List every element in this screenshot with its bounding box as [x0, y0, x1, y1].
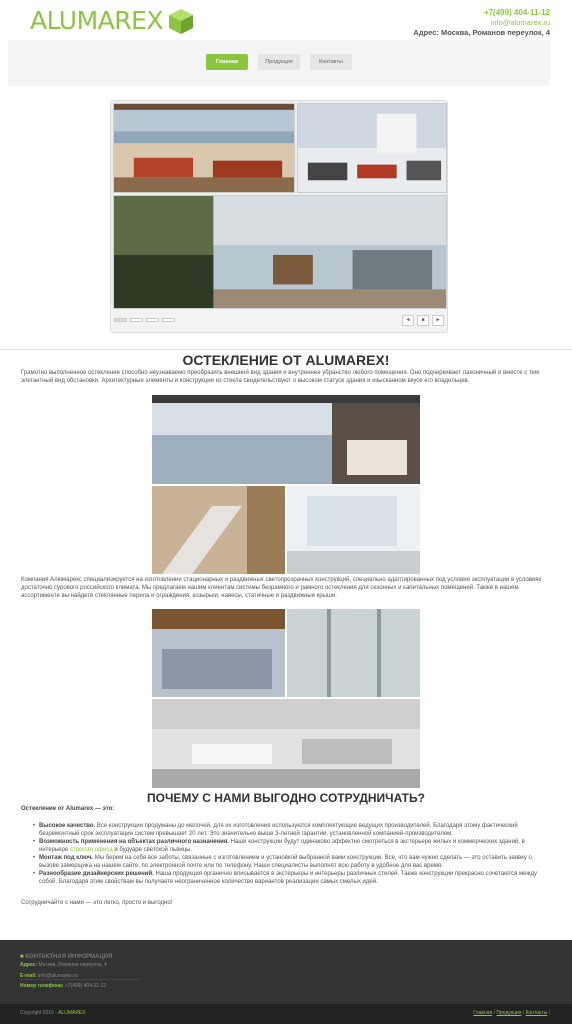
- footer-links: Главная / Продукция / Контакты /: [473, 1010, 550, 1016]
- footer-phone: Номер телефона: +7(499) 404-11-12: [20, 983, 107, 989]
- pager-dot[interactable]: [114, 318, 127, 322]
- pager-dot[interactable]: [162, 318, 175, 322]
- header-email[interactable]: info@alumarex.ru: [490, 18, 550, 27]
- footer-divider: [20, 979, 140, 980]
- header-contacts: [413, 8, 550, 38]
- logo-cube-icon: [167, 7, 195, 35]
- navbar: [8, 40, 550, 86]
- page-title: ОСТЕКЛЕНИЕ ОТ ALUMAREX!: [182, 352, 390, 368]
- footer: [0, 940, 572, 1004]
- footer-heading: ■ КОНТАКТНАЯ ИНФОРМАЦИЯ: [20, 954, 113, 960]
- header-phone[interactable]: +7(499) 404-11-12: [483, 8, 550, 17]
- slider-photo-winter-garden: [113, 195, 447, 309]
- pause-icon[interactable]: ■: [417, 315, 429, 326]
- advantages-list: [33, 823, 551, 887]
- slider-controls: [111, 310, 447, 332]
- main-nav: [8, 54, 550, 70]
- photo-white-office: [287, 486, 420, 574]
- company-text: Компания Алюмарекс специализируется на изготовлении стационарных и раздвижных светопрозрачных конструкций, специально адаптированных под условия эксплуатации в условиях достаточно сурового российского климата. Мы предлагаем нашим клиентам системы безрамного и рамного остекления для сезонных и капитальных помещений. Также в нашем ассортименте вы найдете стеклянные перила и ограждения, козырьки, навесы, статичные и раздвижные крыши.: [21, 577, 542, 599]
- list-item: • Разнообразие дизайнерских решений. Наша продукция органично вписывается в экстерьеры и интерьеры различных стилей. Также конструкции прекрасно сочетаются между собой. Благодаря этим свойствам вы получаете неограниченное количество вариантов реализации самых смелых идей.: [33, 871, 551, 886]
- copyright: Copyright 2015 - ALUMAREX: [20, 1010, 86, 1016]
- footer-link-home[interactable]: Главная: [473, 1010, 493, 1016]
- intro-text: Грамотно выполненное остекление способно неузнаваемо преобразить внешний вид здания и внутреннее убранство любого помещения. Оно подчеркивает лаконичный и вместе с тем элегантный вид обстановки. Архитектурные элементы и конструкции из стекла свидетельствуют о высоком статусе здания и изысканном вкусе его владельцев.: [21, 370, 540, 384]
- slider-pager: [114, 318, 175, 322]
- footer-address: Адрес: Москва, Романов переулок, 4: [20, 962, 107, 968]
- photo-city-balcony: [152, 395, 420, 484]
- office-link[interactable]: строгого офиса: [69, 846, 113, 853]
- footer-email[interactable]: E-mail: info@alumarex.ru: [20, 973, 78, 979]
- nav-home[interactable]: Главная: [206, 54, 248, 70]
- footer-link-contacts[interactable]: Контакты: [525, 1010, 548, 1016]
- prev-arrow-icon[interactable]: ◄: [402, 315, 414, 326]
- nav-products[interactable]: Продукция: [258, 54, 300, 70]
- photo-living-room: [152, 699, 420, 788]
- footer-link-products[interactable]: Продукция: [496, 1010, 522, 1016]
- list-item: • Возможность применения на объектах различного назначения. Наши конструкции будут одинаково эффектно смотреться в экстерьере жилых и коммерческих зданий, в интерьере строгого офиса и будуаре светской львицы.: [33, 839, 551, 854]
- divider: [0, 349, 572, 350]
- copyright-bar: [0, 1004, 572, 1024]
- why-title: ПОЧЕМУ С НАМИ ВЫГОДНО СОТРУДНИЧАТЬ?: [147, 791, 425, 805]
- closing-text: Сотрудничайте с нами — это легко, просто и выгодно!: [21, 900, 173, 906]
- photo-canopy: [152, 609, 285, 697]
- advantages-subhead: Остекление от Alumarex — это:: [21, 806, 115, 812]
- list-item: • Монтаж под ключ. Мы берем на себя все заботы, связанные с изготовлением и установкой выбранной вами конструкции. Все, что вам нужно сделать — это оставить заявку о вызове замерщика на нашем сайте, по электронной почте или по телефону. Наши специалисты выполнят всю работу в удобное для вас время.: [33, 855, 551, 870]
- slider-photo-patio: [297, 103, 447, 193]
- next-arrow-icon[interactable]: ►: [432, 315, 444, 326]
- pager-dot[interactable]: [130, 318, 143, 322]
- image-slider[interactable]: [110, 100, 448, 333]
- photo-staircase: [152, 486, 285, 574]
- slider-photo-lounge: [113, 103, 295, 193]
- logo[interactable]: [30, 6, 195, 35]
- nav-contacts[interactable]: Контакты: [310, 54, 352, 70]
- pager-dot[interactable]: [146, 318, 159, 322]
- list-item: • Высокое качество. Все конструкции продуманы до мелочей, для их изготовления используются комплектующие ведущих производителей. Благодаря этому фактический безремонтный срок эксплуатации систем превышает 20 лет. Это значительно выше 3-летней гарантии, установленной компанией-производителем.: [33, 823, 551, 838]
- slider-arrows: [402, 315, 444, 326]
- logo-text: ALUMAREX: [30, 6, 164, 35]
- photo-glass-partition: [287, 609, 420, 697]
- header-address: Адрес: Москва, Романов переулок, 4: [413, 28, 550, 37]
